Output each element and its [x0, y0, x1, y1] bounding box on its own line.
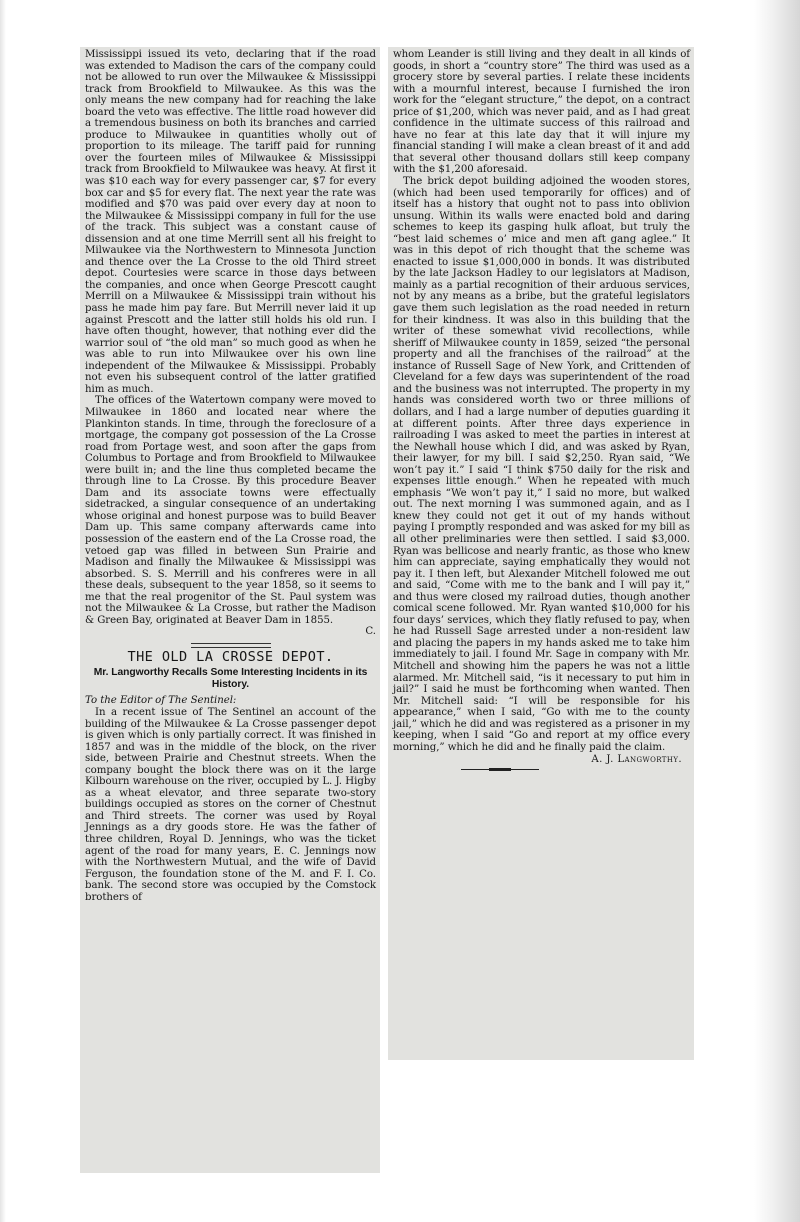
left-signature-initial: C.: [365, 626, 376, 638]
left-column-text: [80, 47, 380, 903]
author-signature: A. J. Langworthy.: [591, 754, 682, 766]
right-paragraph-continued: whom Leander is still living and they dealt in all kinds of goods, in short a “country store” The third was used as a grocery store by several parties. I relate these incidents with a mournful interest, because I furnished the iron work for the “elegant structure,” the depot, on a contract price of $1,200, which was never paid, and as I had great confidence in the ultimate success of this railroad and have no fear at this late day that it will injure my financial standing I will make a clean breast of it and add that several other thousand dollars still keep company with the $1,200 aforesaid.: [393, 49, 690, 176]
right-column-text: [388, 47, 694, 774]
left-paragraph-depot-account: In a recent issue of The Sentinel an account of the building of the Milwaukee & La Crosse passenger depot is given which is only partially correct. It was finished in 1857 and was in the middle of the block, on the river side, between Prairie and Chestnut streets. When the company bought the block there was on it the large Kilbourn warehouse on the river, occupied by L. J. Higby as a wheat elevator, and three separate two-story buildings occupied as stores on the corner of Chestnut and Third streets. The corner was used by Royal Jennings as a dry goods store. He was the father of three children, Royal D. Jennings, who was the ticket agent of the road for many years, E. C. Jennings now with the Northwestern Mutual, and the wife of David Ferguson, the foundation stone of the M. and F. I. Co. bank. The second store was occupied by the Comstock brothers of: [85, 706, 376, 903]
end-rule: [461, 769, 539, 774]
salutation: To the Editor of The Sentinel:: [85, 695, 237, 707]
page-edge-shadow: [0, 0, 6, 1222]
right-paragraph-brick-depot: The brick depot building adjoined the wooden stores, (which had been used temporarily for offices) and of itself has a history that ought not to pass into oblivion unsung. Within its walls were enacted bold and daring schemes to keep its gasping hulk afloat, but truly the “best laid schemes o’ mice and men aft gang aglee.” It was in this depot of rich thought that the scheme was enacted to issue $1,000,000 in bonds. It was distributed by the late Jackson Hadley to our legislators at Madison, mainly as a partial recognition of their arduous services, not by any means as a bribe, but the grateful legislators gave them such legislation as the road needed in return for their kindness. It was also in this building that the writer of these somewhat vivid recollections, while sheriff of Milwaukee county in 1859, seized “the personal property and all the franchises of the railroad” at the instance of Russell Sage of New York, and Crittenden of Cleveland for a few days was superintendent of the road and the business was not interrupted. The property in my hands was considered worth two or three millions of dollars, and I had a large number of deputies guarding it at different points. After three days experience in railroading I was asked to meet the parties in interest at the Newhall house which I did, and was asked by Ryan, their lawyer, for my bill. I said $2,250. Ryan said, “We won’t pay it.” I said “I think $750 daily for the risk and expenses little enough.” When he repeated with much emphasis “We won’t pay it,” I said no more, but walked out. The next morning I was summoned again, and as I knew they could not get it out of my hands without paying I promptly responded and was asked for my bill as all other preliminaries were then settled. I said $3,000. Ryan was bellicose and nearly frantic, as those who knew him can appreciate, saying emphatically they would not pay it. I then left, but Alexander Mitchell folowed me out and said, “Come with me to the bank and I will pay it,” and thus were closed my railroad duties, though another comical scene followed. Mr. Ryan wanted $10,000 for his four days’ services, which they flatly refused to pay, when he had Russell Sage arrested under a non-resident law and placing the papers in my hands asked me to take him immediately to jail. I found Mr. Sage in company with Mr. Mitchell and showing him the papers he was not a little alarmed. Mr. Mitchell said, “is it necessary to put him in jail?” I said he must be forthcoming when wanted. Then Mr. Mitchell said: “I will be responsible for his appearance,” when I said, “Go with me to the county jail,” which he did and was registered as a prisoner in my keeping, when I said “Go and report at my office every morning,” which he did and he finally paid the claim.: [393, 176, 690, 753]
article-deck: Mr. Langworthy Recalls Some Interesting Incidents in its History.: [93, 667, 368, 691]
section-divider: [191, 643, 271, 648]
page-fold-shadow: [754, 0, 800, 1222]
left-opening-paragraph: Mississippi issued its veto, declaring that if the road was extended to Madison the cars of the company could not be allowed to run over the Milwaukee & Mississippi track from Brookfield to Milwaukee. As this was the only means the new company had for reaching the lake board the veto was effective. The little road however did a tremendous business on both its branches and carried produce to Milwaukee in quantities wholly out of proportion to its mileage. The tariff paid for running over the fourteen miles of Milwaukee & Mississippi track from Brookfield to Milwaukee was heavy. At first it was $10 each way for every passenger car, $7 for every box car and $5 for every flat. The next year the rate was modified and $70 was paid over every day at noon to the Milwaukee & Mississippi company in full for the use of the track. This subject was a constant cause of dissension and at one time Merrill sent all his freight to Milwaukee via the Northwestern to Minnesota Junction and thence over the La Crosse to the old Third street depot. Courtesies were scarce in those days between the companies, and once when George Prescott caught Merrill on a Milwaukee & Mississippi train without his pass he made him pay fare. But Merrill never laid it up against Prescott and the latter still holds his old run. I have often thought, however, that nothing ever did the warrior soul of “the old man” so much good as when he was able to run into Milwaukee over his own line independent of the Milwaukee & Mississippi. Probably not even his subsequent control of the latter gratified him as much.: [85, 49, 376, 395]
article-headline: THE OLD LA CROSSE DEPOT.: [127, 648, 334, 665]
left-paragraph-watertown: The offices of the Watertown company were moved to Milwaukee in 1860 and located near where the Plankinton stands. In time, through the foreclosure of a mortgage, the company got possession of the La Crosse road from Portage west, and soon after the gaps from Columbus to Portage and from Brookfield to Milwaukee were built in; and the line thus completed became the through line to La Crosse. By this procedure Beaver Dam and its associate towns were effectually sidetracked, a singular consequence of an undertaking whose original and honest purpose was to build Beaver Dam up. This same company afterwards came into possession of the eastern end of the La Crosse road, the vetoed gap was filled in between Sun Prairie and Madison and finally the Milwaukee & Mississippi was absorbed. S. S. Merrill and his confreres were in all these deals, subsequent to the year 1858, so it seems to me that the real progenitor of the St. Paul system was not the Milwaukee & La Crosse, but rather the Madison & Green Bay, originated at Beaver Dam in 1855.: [85, 395, 376, 626]
clipping-left-column: [80, 47, 380, 1173]
clipping-right-column: [388, 47, 694, 1060]
